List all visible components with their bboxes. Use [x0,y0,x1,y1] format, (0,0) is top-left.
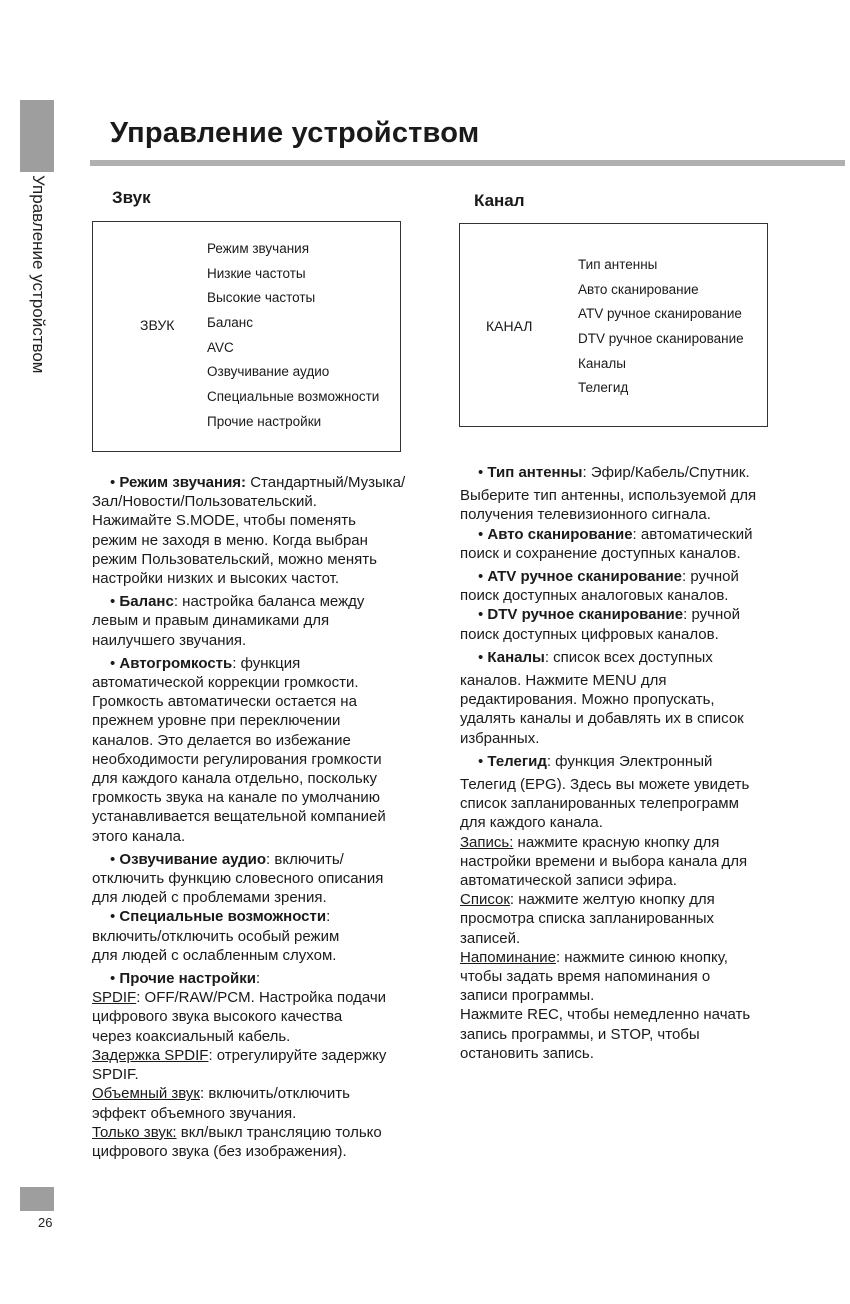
other-settings-item: • Прочие настройки: [110,970,261,988]
page-title: Управление устройством [110,117,480,149]
sound-description: • Режим звучания: Стандартный/Музыка/ Зал/Новости/Пользовательский. Нажимайте S.MODE, чтобы поменять режим не заходя в меню. Когда выбран режим Пользовательский, можно менять настройки низких и высоких частот. • Баланс: настройка баланса между левым и правым динамиками для наилучшего звучания. • Автогромкость: функция автоматической коррекции громкости. Громкость автоматически остается на прежнем уровне при переключении каналов. Это делается во избежание необходимости регулирования громкости для каждого канала отдельно, поскольку громкость звука на канале по умолчанию устанавливается вещательной компанией этого канала. • Озвучивание аудио: включить/ отключить функцию словесного описания для людей с проблемами зрения. • Специальные возможности: включить/отключить особый режим для людей с ослабленным слухом. • Прочие настройки: SPDIF: OFF/RAW/PCM. Настройка подачи цифрового звука высокого качества через коаксиальный кабель. Задержка SPDIF: отрегулируйте задержку SPDIF. Объемный звук: включить/отключить эффект объемного звучания. Только звук: вкл/выкл трансляцию только цифрового звука (без изображения). [92,473,447,1161]
sound-menu-item: AVC [207,339,234,355]
title-divider [90,160,845,166]
sound-menu-item: Специальные возможности [207,389,380,405]
surround-item: Объемный звук: включить/отключить [92,1085,350,1103]
audio-description-item: • Озвучивание аудио: включить/ [110,850,344,868]
channel-menu-item: Авто сканирование [578,281,699,297]
avc-item: • Автогромкость: функция [110,654,301,672]
term: Только звук: [92,1123,177,1141]
record-item: Запись: нажмите красную кнопку для [460,833,720,851]
term: Каналы [487,648,545,666]
term: Тип антенны [487,464,583,481]
sound-mode-item: • Режим звучания: Стандартный/Музыка/ [110,474,406,491]
spdif-delay-item: Задержка SPDIF: отрегулируйте задержку [92,1046,387,1064]
page-number-marker [20,1187,54,1211]
term: Режим звучания: [119,474,247,491]
term: Автогромкость [119,654,233,672]
sound-menu-diagram [92,221,401,452]
channel-menu-item: DTV ручное сканирование [578,331,744,347]
sound-menu-label: ЗВУК [140,317,175,333]
term: Авто сканирование [487,525,633,543]
spdif-item: SPDIF: OFF/RAW/PCM. Настройка подачи [92,989,387,1007]
sound-menu-item: Прочие настройки [207,413,322,429]
channels-item: • Каналы: список всех доступных [478,648,713,666]
auto-scan-item: • Авто сканирование: автоматический [478,525,753,543]
channel-description: • Тип антенны: Эфир/Кабель/Спутник. Выберите тип антенны, используемой для получения телевизионного сигнала. • Авто сканирование: автоматический поиск и сохранение доступных каналов. • ATV ручное сканирование: ручной поиск доступных аналоговых каналов. • DTV ручное сканирование: ручной поиск доступных цифровых каналов. • Каналы: список всех доступных каналов. Нажмите MENU для редактирования. Можно пропускать, удалять каналы и добавлять их в список избранных. • Телегид: функция Электронный Телегид (EPG). Здесь вы можете увидеть список запланированных телепрограмм для каждого канала. Запись: нажмите красную кнопку для настройки времени и выбора канала для автоматической записи эфира. Список: нажмите желтую кнопку для просмотра списка запланированных записей. Напоминание: нажмите синюю кнопку, чтобы задать время напоминания о записи программы. Нажмите REC, чтобы немедленно начать запись программы, и STOP, чтобы остановить запись. [460,463,830,1063]
term: Специальные возможности [119,908,327,926]
channel-menu-item: Тип антенны [578,257,658,272]
audio-only-item: Только звук: вкл/выкл трансляцию только [92,1123,382,1141]
term: Прочие настройки [119,970,256,988]
antenna-type-item: • Тип антенны: Эфир/Кабель/Спутник. [478,464,750,481]
channel-menu-diagram [459,223,768,427]
term: Список [460,891,510,909]
channel-menu-list [578,253,744,401]
sound-menu-item: Высокие частоты [207,290,316,306]
channel-menu-item: ATV ручное сканирование [578,306,742,322]
term: Озвучивание аудио [119,850,267,868]
sound-menu-item: Баланс [207,315,253,331]
side-section-title: Управление устройством [29,175,48,374]
channel-menu-item: Каналы [578,355,626,371]
channel-heading: Канал [474,191,525,210]
side-tab-marker [20,100,54,172]
term: Напоминание [460,948,556,966]
term: Баланс [119,593,174,611]
term: Задержка SPDIF [92,1046,209,1064]
dtv-manual-scan-item: • DTV ручное сканирование: ручной [478,606,740,624]
channel-menu-item: Телегид [578,380,629,396]
sound-heading: Звук [112,188,151,207]
reminder-item: Напоминание: нажмите синюю кнопку, [460,948,728,966]
sound-menu-item: Низкие частоты [207,265,306,281]
term: ATV ручное сканирование [487,568,683,586]
sound-menu-list [207,237,379,435]
accessibility-item: • Специальные возможности: [110,908,331,926]
epg-item: • Телегид: функция Электронный [478,752,713,770]
atv-manual-scan-item: • ATV ручное сканирование: ручной [478,568,739,586]
list-item: Список: нажмите желтую кнопку для [460,891,715,909]
sound-menu-item: Озвучивание аудио [207,364,330,380]
term: Телегид [487,752,547,770]
term: SPDIF [92,989,137,1007]
balance-item: • Баланс: настройка баланса между [110,593,365,611]
term: DTV ручное сканирование [487,606,684,624]
term: Объемный звук [92,1085,200,1103]
page-number: 26 [38,1215,53,1230]
channel-menu-label: КАНАЛ [486,318,533,334]
term: Запись: [460,833,514,851]
sound-menu-item: Режим звучания [207,241,310,256]
